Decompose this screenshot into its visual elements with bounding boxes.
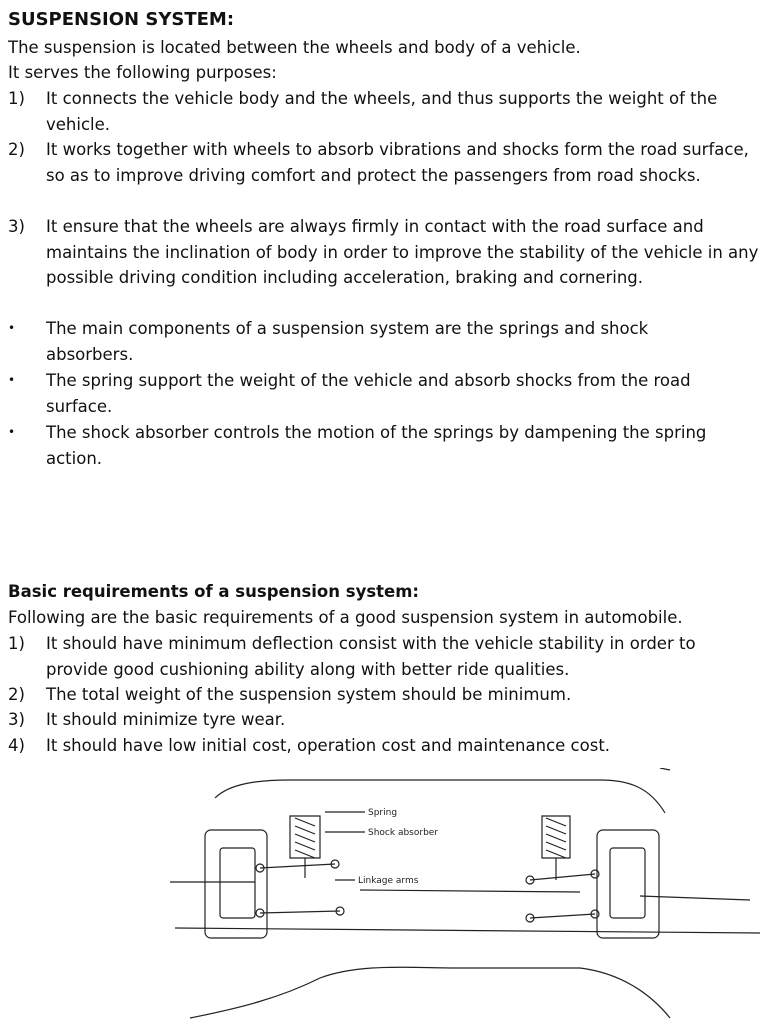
shock-absorber-label: Shock absorber — [368, 828, 439, 838]
left-linkage-arms — [260, 864, 340, 913]
suspension-diagram — [160, 768, 768, 1024]
chassis-line — [170, 882, 750, 900]
bullet-item-1 — [8, 316, 708, 367]
requirement-item-1 — [8, 631, 760, 682]
list-number: 3) — [8, 217, 25, 236]
left-spring — [295, 818, 315, 858]
right-linkage-arms — [530, 874, 595, 918]
list-text: It should have low initial cost, operation cost and maintenance cost. — [46, 736, 611, 755]
bullet-text: The spring support the weight of the vehicle and absorb shocks from the road surface. — [46, 371, 691, 416]
bullet-text: The main components of a suspension system are the springs and shock absorbers. — [46, 319, 649, 364]
purpose-item-3 — [8, 214, 760, 291]
car-body-outline — [215, 780, 665, 813]
bullet-icon: • — [8, 425, 16, 439]
right-spring — [546, 818, 566, 858]
purpose-item-1 — [8, 86, 760, 137]
list-number: 2) — [8, 140, 25, 159]
linkage-arms-label: Linkage arms — [358, 876, 419, 886]
list-text: It should have minimum deflection consist with the vehicle stability in order to provide good cushioning ability along with better ride qualities. — [46, 634, 696, 679]
car-lower-outline — [190, 967, 670, 1018]
list-text: It should minimize tyre wear. — [46, 710, 286, 729]
bullet-item-2 — [8, 368, 708, 419]
spring-label: Spring — [368, 808, 398, 818]
list-number: 1) — [8, 89, 25, 108]
list-number: 3) — [8, 710, 25, 729]
bullet-icon: • — [8, 321, 16, 335]
right-wheel — [597, 830, 659, 938]
left-wheel — [205, 830, 267, 938]
list-number: 4) — [8, 736, 25, 755]
list-number: 1) — [8, 634, 25, 653]
list-text: It ensure that the wheels are always firmly in contact with the road surface and maintains the inclination of body in order to improve the stability of the vehicle in any possible driving condition including acceleration, braking and cornering. — [46, 217, 759, 287]
intro-line-1: The suspension is located between the wheels and body of a vehicle. — [8, 38, 581, 57]
list-text: It connects the vehicle body and the wheels, and thus supports the weight of the vehicle. — [46, 89, 718, 134]
section-title-requirements: Basic requirements of a suspension system: — [8, 582, 420, 601]
requirement-item-2 — [8, 682, 760, 708]
bullet-icon: • — [8, 373, 16, 387]
purpose-item-2 — [8, 137, 760, 188]
requirement-item-3 — [8, 707, 760, 733]
list-text: The total weight of the suspension system should be minimum. — [46, 685, 572, 704]
bullet-item-3 — [8, 420, 708, 471]
intro-line-2: It serves the following purposes: — [8, 63, 277, 82]
requirement-item-4 — [8, 733, 760, 759]
requirements-intro: Following are the basic requirements of a good suspension system in automobile. — [8, 608, 683, 627]
section-title-suspension: SUSPENSION SYSTEM: — [8, 9, 235, 30]
list-number: 2) — [8, 685, 25, 704]
bullet-text: The shock absorber controls the motion of the springs by dampening the spring action. — [46, 423, 707, 468]
list-text: It works together with wheels to absorb vibrations and shocks form the road surface, so as to improve driving comfort and protect the passengers from road shocks. — [46, 140, 749, 185]
